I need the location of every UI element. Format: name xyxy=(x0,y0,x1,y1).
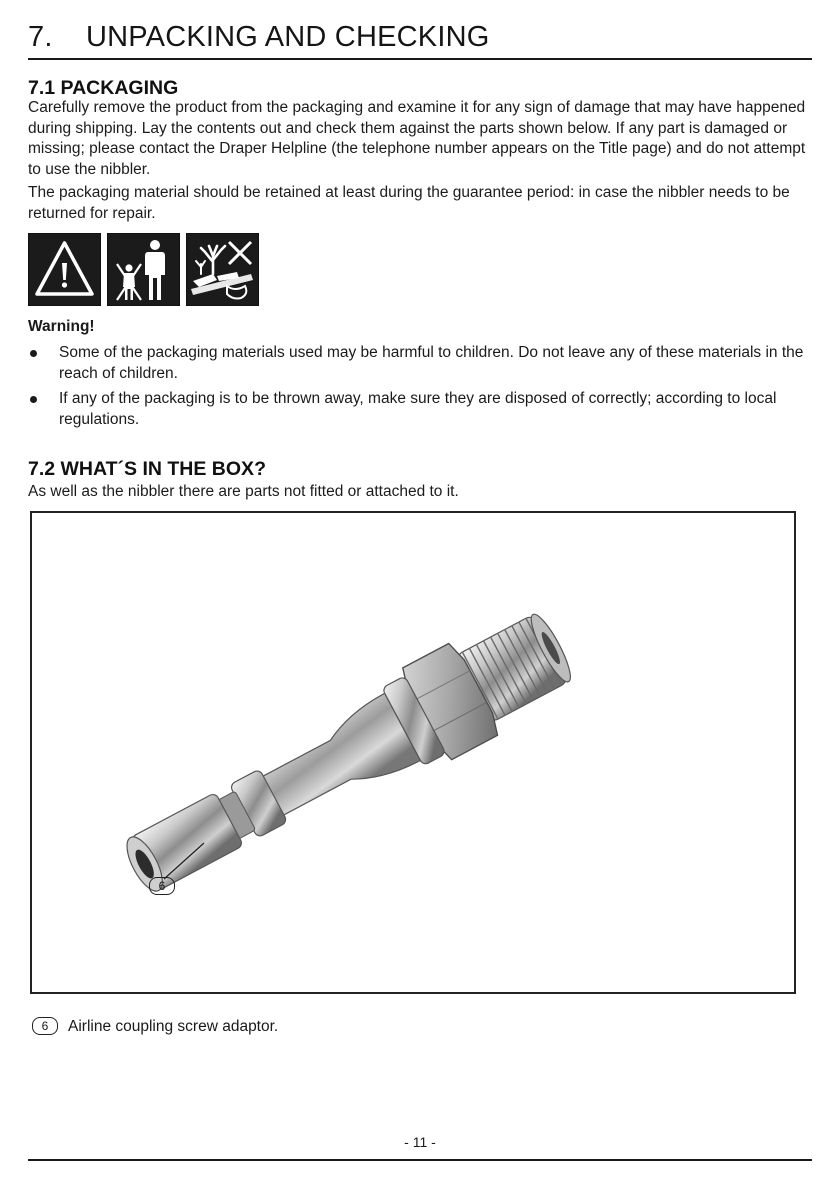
airline-coupling-adaptor-illustration xyxy=(32,513,794,992)
box-contents-heading: 7.2 WHAT´S IN THE BOX? xyxy=(28,458,266,480)
bullet-icon xyxy=(30,396,37,403)
warning-triangle-icon xyxy=(28,233,101,306)
warning-text: If any of the packaging is to be thrown away, make sure they are disposed of correctly; according to local regulations. xyxy=(59,390,777,428)
legend-number: 6 xyxy=(32,1017,58,1035)
chapter-title-text: UNPACKING AND CHECKING xyxy=(86,21,490,53)
box-contents-intro: As well as the nibbler there are parts not fitted or attached to it. xyxy=(28,483,459,500)
warning-list xyxy=(28,343,818,435)
footer-divider xyxy=(28,1159,812,1161)
page-number: - 11 - xyxy=(404,1134,436,1150)
packaging-heading: 7.1 PACKAGING xyxy=(28,77,179,99)
environment-disposal-icon xyxy=(186,233,259,306)
parts-figure xyxy=(30,511,796,994)
keep-away-from-children-icon xyxy=(107,233,180,306)
packaging-paragraph-2: The packaging material should be retained at least during the guarantee period: in case the nibbler needs to be returned for repair. xyxy=(28,184,790,222)
callout-6: 6 xyxy=(149,877,175,895)
chapter-title xyxy=(28,18,812,60)
warning-title: Warning! xyxy=(28,318,95,335)
bullet-icon xyxy=(30,350,37,357)
list-item xyxy=(28,389,818,430)
legend-text: Airline coupling screw adaptor. xyxy=(68,1018,279,1035)
warning-text: Some of the packaging materials used may be harmful to children. Do not leave any of these materials in the reach of children. xyxy=(59,344,804,382)
packaging-paragraph-1: Carefully remove the product from the packaging and examine it for any sign of damage that may have happened during shipping. Lay the contents out and check them against the parts shown below. If any part is damaged or missing; please contact the Draper Helpline (the telephone number appears on the Title page) and do not attempt to use the nibbler. xyxy=(28,99,806,178)
chapter-number: 7. xyxy=(28,21,53,53)
parts-legend xyxy=(32,1016,278,1038)
list-item xyxy=(28,343,818,384)
